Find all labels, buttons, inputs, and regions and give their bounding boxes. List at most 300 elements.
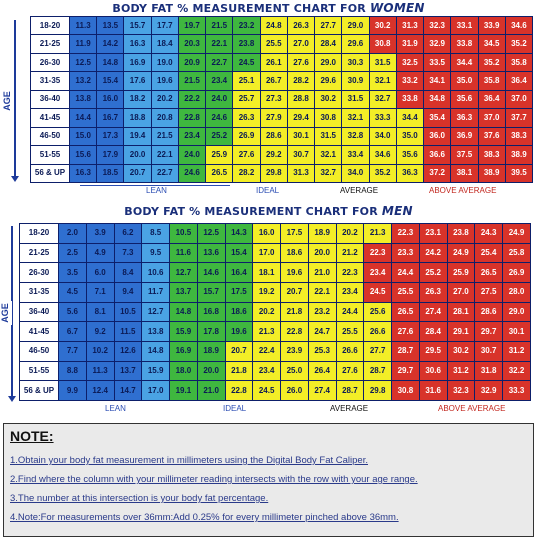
body-fat-cell: 20.0 [124,146,151,164]
body-fat-cell: 17.7 [151,17,178,35]
body-fat-cell: 27.6 [233,146,260,164]
body-fat-cell: 26.5 [206,164,233,183]
body-fat-cell: 29.2 [260,146,287,164]
body-fat-cell: 28.4 [315,35,342,53]
body-fat-cell: 17.5 [225,282,253,302]
body-fat-cell: 33.8 [396,90,423,108]
body-fat-cell: 20.0 [197,361,225,381]
body-fat-cell: 24.7 [308,322,336,342]
body-fat-cell: 24.4 [336,302,364,322]
body-fat-cell: 14.8 [97,53,124,71]
women-age-label: AGE [2,89,14,113]
body-fat-cell: 29.0 [503,302,531,322]
body-fat-cell: 7.1 [86,282,114,302]
body-fat-cell: 15.9 [170,322,198,342]
age-range-cell: 46-50 [20,341,59,361]
body-fat-cell: 30.1 [503,322,531,342]
men-title-prefix: BODY FAT % MEASUREMENT CHART FOR [124,205,382,218]
body-fat-cell: 36.0 [424,127,451,145]
body-fat-cell: 24.9 [447,243,475,263]
body-fat-cell: 27.5 [475,282,503,302]
men-legend-average: AVERAGE [330,404,369,413]
women-legend-above-average: ABOVE AVERAGE [429,186,497,195]
body-fat-cell: 23.1 [419,224,447,244]
note-line-3: 3.The number at this intersection is your body fat percentage. [10,493,269,504]
body-fat-cell: 21.8 [281,302,309,322]
body-fat-cell: 26.1 [260,53,287,71]
body-fat-cell: 15.6 [70,146,97,164]
body-fat-cell: 18.9 [197,341,225,361]
body-fat-cell: 14.8 [170,302,198,322]
body-fat-cell: 7.3 [114,243,142,263]
body-fat-cell: 32.3 [424,17,451,35]
body-fat-cell: 23.3 [392,243,420,263]
body-fat-cell: 4.9 [86,243,114,263]
body-fat-cell: 15.4 [97,72,124,90]
body-fat-cell: 8.5 [142,224,170,244]
body-fat-cell: 28.2 [233,164,260,183]
body-fat-cell: 25.7 [233,90,260,108]
body-fat-cell: 25.4 [475,243,503,263]
body-fat-cell: 32.1 [315,146,342,164]
body-fat-cell: 36.9 [451,127,478,145]
body-fat-cell: 34.6 [369,146,396,164]
body-fat-cell: 16.9 [170,341,198,361]
age-range-cell: 41-45 [31,109,70,127]
body-fat-cell: 22.3 [364,243,392,263]
body-fat-cell: 10.5 [170,224,198,244]
age-range-cell: 21-25 [31,35,70,53]
body-fat-cell: 35.2 [369,164,396,183]
note-line-4: 4.Note:For measurements over 36mm:Add 0.25% for every millimeter pinched above 36mm. [10,512,399,523]
men-title-sex: MEN [381,204,413,218]
men-chart-table [19,223,531,401]
body-fat-cell: 33.1 [451,17,478,35]
women-legend-ideal: IDEAL [256,186,280,195]
body-fat-cell: 25.5 [392,282,420,302]
body-fat-cell: 20.0 [308,243,336,263]
body-fat-cell: 30.9 [342,72,369,90]
body-fat-cell: 27.3 [260,90,287,108]
body-fat-cell: 28.7 [392,341,420,361]
body-fat-cell: 37.7 [505,109,532,127]
body-fat-cell: 22.1 [308,282,336,302]
body-fat-cell: 21.2 [336,243,364,263]
body-fat-cell: 17.6 [124,72,151,90]
body-fat-cell: 9.2 [86,322,114,342]
body-fat-cell: 11.6 [170,243,198,263]
body-fat-cell: 24.0 [178,146,205,164]
body-fat-cell: 7.7 [59,341,87,361]
body-fat-cell: 25.8 [503,243,531,263]
table-row [31,109,533,127]
body-fat-cell: 12.7 [170,263,198,283]
body-fat-cell: 30.2 [447,341,475,361]
body-fat-cell: 16.3 [70,164,97,183]
body-fat-cell: 8.1 [86,302,114,322]
body-fat-cell: 14.7 [114,381,142,401]
body-fat-cell: 20.2 [336,224,364,244]
body-fat-cell: 18.6 [225,302,253,322]
body-fat-cell: 27.4 [308,381,336,401]
body-fat-cell: 18.4 [151,35,178,53]
body-fat-cell: 22.3 [336,263,364,283]
body-fat-cell: 24.5 [253,381,281,401]
body-fat-cell: 23.8 [233,35,260,53]
body-fat-cell: 10.6 [142,263,170,283]
body-fat-cell: 28.6 [475,302,503,322]
body-fat-cell: 26.3 [287,17,314,35]
body-fat-cell: 8.4 [114,263,142,283]
body-fat-cell: 34.4 [396,109,423,127]
body-fat-cell: 32.9 [424,35,451,53]
body-fat-cell: 18.1 [253,263,281,283]
body-fat-cell: 38.9 [505,146,532,164]
body-fat-cell: 19.6 [281,263,309,283]
body-fat-cell: 33.8 [451,35,478,53]
body-fat-cell: 26.0 [281,381,309,401]
body-fat-cell: 24.6 [178,164,205,183]
body-fat-cell: 18.6 [281,243,309,263]
body-fat-cell: 4.5 [59,282,87,302]
body-fat-cell: 30.1 [287,127,314,145]
body-fat-cell: 25.2 [419,263,447,283]
body-fat-cell: 15.4 [225,243,253,263]
body-fat-cell: 16.3 [124,35,151,53]
body-fat-cell: 28.0 [503,282,531,302]
body-fat-cell: 24.9 [503,224,531,244]
body-fat-cell: 34.8 [424,90,451,108]
body-fat-cell: 27.6 [336,361,364,381]
body-fat-cell: 33.5 [424,53,451,71]
body-fat-cell: 21.0 [308,263,336,283]
body-fat-cell: 32.5 [396,53,423,71]
body-fat-cell: 14.6 [197,263,225,283]
age-range-cell: 31-35 [20,282,59,302]
body-fat-cell: 12.5 [197,224,225,244]
body-fat-cell: 3.5 [59,263,87,283]
body-fat-cell: 34.4 [451,53,478,71]
body-fat-cell: 32.8 [342,127,369,145]
body-fat-cell: 36.4 [478,90,505,108]
body-fat-cell: 21.3 [253,322,281,342]
body-fat-cell: 14.3 [225,224,253,244]
body-fat-cell: 18.8 [124,109,151,127]
age-range-cell: 51-55 [20,361,59,381]
body-fat-cell: 30.8 [369,35,396,53]
age-range-cell: 51-55 [31,146,70,164]
body-fat-cell: 38.3 [478,146,505,164]
body-fat-cell: 10.5 [114,302,142,322]
table-row [31,17,533,35]
body-fat-cell: 27.6 [392,322,420,342]
body-fat-cell: 23.4 [178,127,205,145]
body-fat-cell: 21.5 [178,72,205,90]
body-fat-cell: 14.4 [70,109,97,127]
body-fat-cell: 21.5 [151,127,178,145]
women-title-prefix: BODY FAT % MEASUREMENT CHART FOR [112,2,370,15]
body-fat-cell: 29.1 [447,322,475,342]
body-fat-cell: 24.5 [364,282,392,302]
body-fat-cell: 26.5 [475,263,503,283]
body-fat-cell: 13.5 [97,17,124,35]
body-fat-cell: 2.5 [59,243,87,263]
body-fat-cell: 34.0 [342,164,369,183]
body-fat-cell: 13.6 [197,243,225,263]
body-fat-cell: 12.6 [114,341,142,361]
body-fat-cell: 36.6 [424,146,451,164]
table-row [31,164,533,183]
body-fat-cell: 26.9 [233,127,260,145]
body-fat-cell: 38.9 [478,164,505,183]
body-fat-cell: 19.1 [170,381,198,401]
body-fat-cell: 25.3 [308,341,336,361]
age-range-cell: 56 & UP [31,164,70,183]
age-range-cell: 26-30 [31,53,70,71]
body-fat-cell: 30.7 [475,341,503,361]
body-fat-cell: 37.5 [451,146,478,164]
body-fat-cell: 23.4 [336,282,364,302]
body-fat-cell: 17.8 [197,322,225,342]
body-fat-cell: 31.3 [287,164,314,183]
body-fat-cell: 29.8 [260,164,287,183]
body-fat-cell: 16.4 [225,263,253,283]
body-fat-cell: 15.9 [142,361,170,381]
body-fat-cell: 22.4 [253,341,281,361]
body-fat-cell: 5.6 [59,302,87,322]
body-fat-cell: 22.7 [151,164,178,183]
age-range-cell: 36-40 [20,302,59,322]
body-fat-cell: 29.0 [342,17,369,35]
body-fat-cell: 35.0 [396,127,423,145]
body-fat-cell: 31.3 [396,17,423,35]
men-legend-lean: LEAN [105,404,126,413]
body-fat-cell: 24.2 [419,243,447,263]
body-fat-cell: 37.0 [505,90,532,108]
body-fat-cell: 29.6 [315,72,342,90]
body-fat-cell: 36.4 [505,72,532,90]
age-range-cell: 36-40 [31,90,70,108]
body-fat-cell: 20.3 [178,35,205,53]
table-row [20,302,531,322]
body-fat-cell: 32.1 [342,109,369,127]
body-fat-cell: 6.2 [114,224,142,244]
age-range-cell: 21-25 [20,243,59,263]
body-fat-cell: 16.8 [197,302,225,322]
body-fat-cell: 11.5 [114,322,142,342]
body-fat-cell: 29.4 [287,109,314,127]
body-fat-cell: 15.7 [197,282,225,302]
body-fat-cell: 10.2 [86,341,114,361]
men-chart-title [0,204,537,218]
body-fat-cell: 19.7 [178,17,205,35]
women-chart-title [0,1,537,15]
body-fat-cell: 26.4 [308,361,336,381]
body-fat-cell: 25.2 [206,127,233,145]
body-fat-cell: 14.2 [97,35,124,53]
body-fat-cell: 13.8 [70,90,97,108]
body-fat-cell: 22.8 [225,381,253,401]
men-legend-above-average: ABOVE AVERAGE [438,404,506,413]
body-fat-cell: 29.6 [342,35,369,53]
body-fat-cell: 2.0 [59,224,87,244]
women-age-arrow-head-icon [11,176,19,182]
body-fat-cell: 28.7 [364,361,392,381]
body-fat-cell: 25.0 [281,361,309,381]
body-fat-cell: 31.8 [475,361,503,381]
body-fat-cell: 31.2 [447,361,475,381]
body-fat-cell: 38.1 [451,164,478,183]
women-age-arrow-line [14,20,16,176]
body-fat-cell: 3.9 [86,224,114,244]
body-fat-cell: 27.0 [287,35,314,53]
men-legend-ideal: IDEAL [223,404,247,413]
body-fat-cell: 24.3 [475,224,503,244]
table-row [31,53,533,71]
body-fat-cell: 9.5 [142,243,170,263]
body-fat-cell: 29.5 [419,341,447,361]
body-fat-cell: 30.7 [287,146,314,164]
body-fat-cell: 29.0 [315,53,342,71]
body-fat-cell: 12.5 [70,53,97,71]
body-fat-cell: 19.6 [151,72,178,90]
body-fat-cell: 20.2 [151,90,178,108]
body-fat-cell: 28.8 [287,90,314,108]
age-range-cell: 26-30 [20,263,59,283]
body-fat-cell: 22.8 [178,109,205,127]
body-fat-cell: 28.7 [336,381,364,401]
table-row [31,146,533,164]
body-fat-cell: 25.5 [336,322,364,342]
note-box [3,423,534,537]
body-fat-cell: 11.3 [86,361,114,381]
table-row [20,263,531,283]
body-fat-cell: 39.5 [505,164,532,183]
body-fat-cell: 13.8 [142,322,170,342]
note-line-2: 2.Find where the column with your millimeter reading intersects with the row with your age range. [10,474,418,485]
body-fat-cell: 24.5 [233,53,260,71]
body-fat-cell: 28.6 [260,127,287,145]
body-fat-cell: 16.0 [253,224,281,244]
body-fat-cell: 24.4 [392,263,420,283]
body-fat-cell: 27.4 [419,302,447,322]
body-fat-cell: 11.9 [70,35,97,53]
body-fat-cell: 8.8 [59,361,87,381]
body-fat-cell: 33.3 [503,381,531,401]
table-row [20,381,531,401]
body-fat-cell: 20.9 [178,53,205,71]
body-fat-cell: 26.3 [233,109,260,127]
body-fat-cell: 23.9 [281,341,309,361]
age-range-cell: 18-20 [20,224,59,244]
table-row [31,35,533,53]
body-fat-cell: 22.1 [151,146,178,164]
women-legend-lean: LEAN [146,186,167,195]
body-fat-cell: 9.9 [59,381,87,401]
body-fat-cell: 24.0 [206,90,233,108]
body-fat-cell: 38.3 [505,127,532,145]
table-row [20,322,531,342]
body-fat-cell: 31.6 [419,381,447,401]
body-fat-cell: 34.0 [369,127,396,145]
age-range-cell: 41-45 [20,322,59,342]
age-range-cell: 46-50 [31,127,70,145]
body-fat-cell: 21.3 [364,224,392,244]
table-row [20,341,531,361]
body-fat-cell: 37.2 [424,164,451,183]
body-fat-cell: 32.2 [503,361,531,381]
body-fat-cell: 27.9 [260,109,287,127]
body-fat-cell: 23.4 [206,72,233,90]
body-fat-cell: 20.7 [225,341,253,361]
body-fat-cell: 22.8 [281,322,309,342]
men-age-label: AGE [0,301,12,325]
body-fat-cell: 35.8 [478,72,505,90]
body-fat-cell: 14.8 [142,341,170,361]
body-fat-cell: 19.6 [225,322,253,342]
body-fat-cell: 29.8 [364,381,392,401]
body-fat-cell: 29.7 [392,361,420,381]
table-row [20,224,531,244]
body-fat-cell: 34.1 [424,72,451,90]
body-fat-cell: 17.9 [97,146,124,164]
body-fat-cell: 30.2 [369,17,396,35]
body-fat-cell: 18.5 [97,164,124,183]
men-age-arrow-head-icon [8,396,16,402]
body-fat-cell: 25.5 [260,35,287,53]
body-fat-cell: 17.0 [142,381,170,401]
body-fat-cell: 22.3 [392,224,420,244]
body-fat-cell: 35.0 [451,72,478,90]
body-fat-cell: 30.8 [315,109,342,127]
body-fat-cell: 27.7 [315,17,342,35]
body-fat-cell: 12.7 [142,302,170,322]
table-row [20,282,531,302]
body-fat-cell: 27.0 [447,282,475,302]
body-fat-cell: 27.6 [287,53,314,71]
table-row [20,243,531,263]
body-fat-cell: 20.7 [124,164,151,183]
body-fat-cell: 21.5 [206,17,233,35]
body-fat-cell: 32.3 [447,381,475,401]
table-row [31,90,533,108]
body-fat-cell: 13.7 [114,361,142,381]
body-fat-cell: 22.1 [206,35,233,53]
body-fat-cell: 18.0 [170,361,198,381]
body-fat-cell: 17.0 [253,243,281,263]
body-fat-cell: 35.6 [451,90,478,108]
body-fat-cell: 6.0 [86,263,114,283]
body-fat-cell: 20.8 [151,109,178,127]
body-fat-cell: 33.3 [369,109,396,127]
body-fat-cell: 9.4 [114,282,142,302]
table-row [31,127,533,145]
body-fat-cell: 35.2 [505,35,532,53]
body-fat-cell: 11.7 [142,282,170,302]
body-fat-cell: 35.4 [424,109,451,127]
body-fat-cell: 25.9 [206,146,233,164]
body-fat-cell: 31.5 [342,90,369,108]
body-fat-cell: 23.2 [233,17,260,35]
body-fat-cell: 23.4 [253,361,281,381]
body-fat-cell: 22.7 [206,53,233,71]
body-fat-cell: 33.9 [478,17,505,35]
body-fat-cell: 23.2 [308,302,336,322]
body-fat-cell: 36.3 [451,109,478,127]
body-fat-cell: 32.7 [315,164,342,183]
body-fat-cell: 36.3 [396,164,423,183]
age-range-cell: 56 & UP [20,381,59,401]
